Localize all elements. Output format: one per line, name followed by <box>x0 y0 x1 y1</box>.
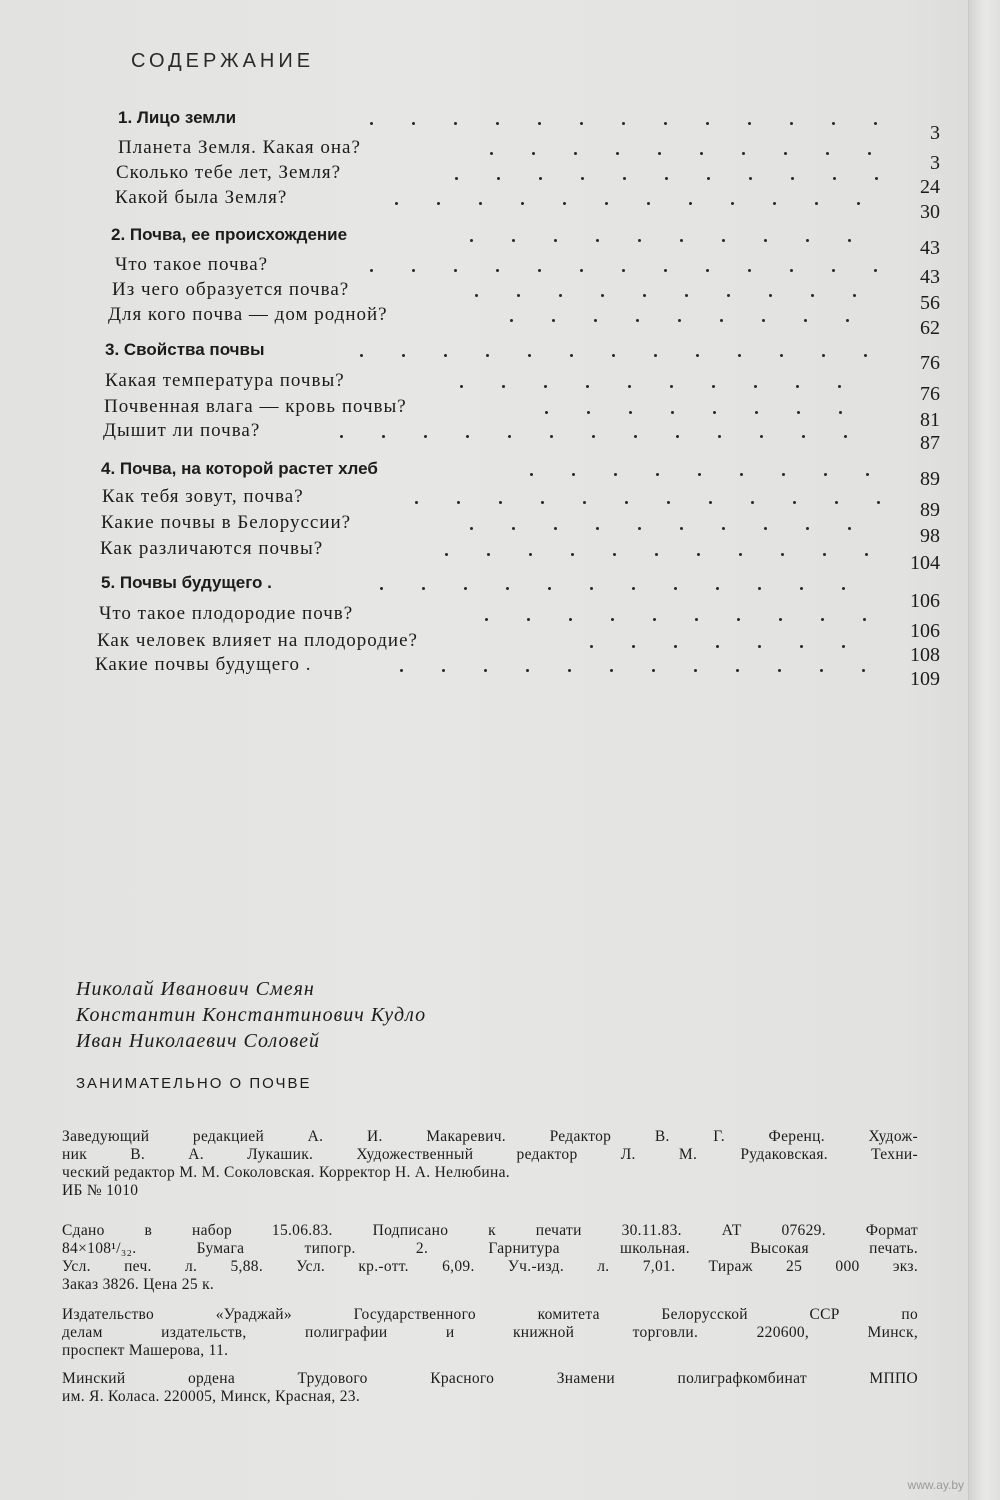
toc-section-title: Почвенная влага — кровь почвы? <box>104 396 407 417</box>
leader-dot <box>612 354 615 357</box>
watermark: www.ay.by <box>907 1478 964 1492</box>
book-title: ЗАНИМАТЕЛЬНО О ПОЧВЕ <box>76 1075 312 1092</box>
leader-dot <box>581 177 584 180</box>
leader-dot <box>622 122 625 125</box>
leader-dot <box>521 202 524 205</box>
toc-chapter-title: 2. Почва, ее происхождение <box>111 225 348 244</box>
leader-dot <box>695 618 698 621</box>
leader-dot <box>490 152 493 155</box>
toc-section-title: Какой была Земля? <box>115 187 288 208</box>
leader-dot <box>778 669 781 672</box>
leader-dot <box>802 435 805 438</box>
leader-dot <box>412 269 415 272</box>
leader-dot <box>822 354 825 357</box>
leader-dot <box>781 553 784 556</box>
leader-dot <box>400 669 403 672</box>
leader-dot <box>460 385 463 388</box>
leader-dot <box>667 501 670 504</box>
leader-dot <box>502 385 505 388</box>
toc-section-title: Для кого почва — дом родной? <box>108 304 388 325</box>
leader-dot <box>874 122 877 125</box>
leader-dot <box>790 122 793 125</box>
leader-dot <box>749 177 752 180</box>
leader-dot <box>611 618 614 621</box>
leader-dot <box>823 553 826 556</box>
leader-dot <box>824 473 827 476</box>
imprint-line: делам издательств, полиграфии и книжной торговли. 220600, Минск, <box>62 1324 918 1341</box>
leader-dot <box>554 239 557 242</box>
leader-dot <box>508 435 511 438</box>
toc-page-number: 62 <box>920 317 940 339</box>
leader-dot <box>496 269 499 272</box>
leader-dot <box>512 527 515 530</box>
author-name: Константин Константинович Кудло <box>76 1004 427 1026</box>
imprint-line: Сдано в набор 15.06.83. Подписано к печати 30.11.83. АТ 07629. Формат <box>62 1222 918 1239</box>
leader-dot <box>874 269 877 272</box>
leader-dot <box>833 177 836 180</box>
leader-dot <box>680 239 683 242</box>
leader-dot <box>382 435 385 438</box>
imprint-ib-number: ИБ № 1010 <box>62 1182 139 1199</box>
leader-dot <box>780 354 783 357</box>
leader-dot <box>709 501 712 504</box>
leader-dot <box>340 435 343 438</box>
leader-dot <box>623 177 626 180</box>
leader-dot <box>791 177 794 180</box>
toc-page-number: 104 <box>910 552 940 574</box>
leader-dot <box>370 269 373 272</box>
leader-dot <box>395 202 398 205</box>
toc-chapter-title: 3. Свойства почвы <box>105 340 265 359</box>
leader-dot <box>696 354 699 357</box>
leader-dot <box>664 122 667 125</box>
leader-dot <box>380 587 383 590</box>
leader-dot <box>716 645 719 648</box>
leader-dot <box>422 587 425 590</box>
leader-dot <box>754 385 757 388</box>
toc-page-number: 89 <box>920 499 940 521</box>
leader-dot <box>484 669 487 672</box>
leader-dot <box>622 269 625 272</box>
toc-section-title: Сколько тебе лет, Земля? <box>116 162 342 183</box>
leader-dot <box>658 152 661 155</box>
leader-dot <box>694 669 697 672</box>
leader-dot <box>832 122 835 125</box>
toc-page-number: 76 <box>920 352 940 374</box>
imprint-print-details <box>62 1222 918 1294</box>
leader-dot <box>360 354 363 357</box>
imprint-staff <box>62 1128 918 1200</box>
leader-dot <box>815 202 818 205</box>
leader-dot <box>496 122 499 125</box>
leader-dot <box>616 152 619 155</box>
toc-page-number: 108 <box>910 644 940 666</box>
toc-page-number: 3 <box>930 152 940 174</box>
leader-dot <box>678 319 681 322</box>
leader-dot <box>654 354 657 357</box>
leader-dot <box>470 527 473 530</box>
leader-dot <box>632 587 635 590</box>
leader-dot <box>529 553 532 556</box>
leader-dot <box>544 385 547 388</box>
leader-dot <box>698 473 701 476</box>
leader-dot <box>739 553 742 556</box>
leader-dot <box>605 202 608 205</box>
toc-page-number: 81 <box>920 409 940 431</box>
toc-section-title: Что такое почва? <box>115 254 269 275</box>
toc-page-number: 3 <box>930 122 940 144</box>
authors-block <box>76 976 426 1054</box>
leader-dot <box>466 435 469 438</box>
leader-dot <box>800 645 803 648</box>
leader-dot <box>842 645 845 648</box>
leader-dot <box>442 669 445 672</box>
leader-dot <box>796 385 799 388</box>
leader-dot <box>559 294 562 297</box>
leader-dot <box>655 553 658 556</box>
imprint-line: ник В. А. Лукашик. Художественный редактор Л. М. Рудаковская. Техни- <box>62 1146 918 1163</box>
leader-dot <box>848 527 851 530</box>
leader-dot <box>779 618 782 621</box>
leader-dot <box>548 587 551 590</box>
leader-dot <box>656 473 659 476</box>
leader-dot <box>424 435 427 438</box>
leader-dot <box>838 385 841 388</box>
leader-dot <box>629 411 632 414</box>
leader-dot <box>570 354 573 357</box>
leader-dot <box>437 202 440 205</box>
imprint-line: Издательство «Ураджай» Государственного комитета Белорусской ССР по <box>62 1306 918 1323</box>
leader-dot <box>751 501 754 504</box>
leader-dot <box>718 435 721 438</box>
leader-dot <box>727 294 730 297</box>
toc-page-number: 56 <box>920 292 940 314</box>
leader-dot <box>510 319 513 322</box>
leader-dot <box>782 473 785 476</box>
leader-dot <box>587 411 590 414</box>
toc-section-title: Из чего образуется почва? <box>112 279 350 300</box>
leader-dot <box>487 553 490 556</box>
leader-dot <box>758 587 761 590</box>
author-name: Николай Иванович Смеян <box>76 978 315 1000</box>
imprint-line: Усл. печ. л. 5,88. Усл. кр.-отт. 6,09. Уч.-изд. л. 7,01. Тираж 25 000 экз. <box>62 1258 918 1275</box>
leader-dot <box>412 122 415 125</box>
leader-dot <box>594 319 597 322</box>
toc-section-title: Какая температура почвы? <box>105 370 345 391</box>
leader-dot <box>712 385 715 388</box>
leader-dot <box>758 645 761 648</box>
leader-dot <box>455 177 458 180</box>
leader-dot <box>552 319 555 322</box>
leader-dot <box>580 122 583 125</box>
toc-section-title: Какие почвы будущего . <box>95 654 312 675</box>
leader-dot <box>527 618 530 621</box>
leader-dot <box>866 473 869 476</box>
imprint-line: Заказ 3826. Цена 25 к. <box>62 1276 215 1293</box>
leader-dot <box>614 473 617 476</box>
leader-dot <box>445 553 448 556</box>
leader-dot <box>636 319 639 322</box>
leader-dot <box>842 587 845 590</box>
leader-dot <box>486 354 489 357</box>
leader-dot <box>444 354 447 357</box>
leader-dot <box>820 669 823 672</box>
leader-dot <box>864 354 867 357</box>
leader-dot <box>647 202 650 205</box>
leader-dot <box>526 669 529 672</box>
leader-dot <box>875 177 878 180</box>
leader-dot <box>680 527 683 530</box>
leader-dot <box>613 553 616 556</box>
leader-dot <box>632 645 635 648</box>
leader-dot <box>574 152 577 155</box>
leader-dot <box>638 527 641 530</box>
imprint-publisher <box>62 1306 918 1360</box>
leader-dot <box>634 435 637 438</box>
leader-dot <box>590 645 593 648</box>
toc-chapter-title: 5. Почвы будущего . <box>101 573 272 592</box>
toc-section-title: Как человек влияет на плодородие? <box>97 630 418 651</box>
leader-dot <box>689 202 692 205</box>
table-of-contents <box>0 0 1000 720</box>
leader-dot <box>596 527 599 530</box>
leader-dot <box>742 152 745 155</box>
leader-dot <box>568 669 571 672</box>
leader-dot <box>720 319 723 322</box>
leader-dot <box>571 553 574 556</box>
leader-dot <box>370 122 373 125</box>
leader-dot <box>737 618 740 621</box>
leader-dot <box>863 618 866 621</box>
toc-page-number: 106 <box>910 620 940 642</box>
toc-heading: СОДЕРЖАНИЕ <box>131 50 315 72</box>
toc-chapter-title: 1. Лицо земли <box>118 108 237 127</box>
leader-dot <box>550 435 553 438</box>
leader-dot <box>784 152 787 155</box>
leader-dot <box>806 527 809 530</box>
leader-dot <box>628 385 631 388</box>
leader-dot <box>563 202 566 205</box>
leader-dot <box>464 587 467 590</box>
leader-dot <box>530 473 533 476</box>
leader-dot <box>736 669 739 672</box>
leader-dot <box>653 618 656 621</box>
leader-dot <box>497 177 500 180</box>
leader-dot <box>797 411 800 414</box>
imprint-line: Минский ордена Трудового Красного Знамени полиграфкомбинат МППО <box>62 1370 918 1387</box>
toc-section-title: Какие почвы в Белоруссии? <box>101 512 352 533</box>
toc-chapter-title: 4. Почва, на которой растет хлеб <box>101 459 378 478</box>
leader-dot <box>697 553 700 556</box>
toc-page-number: 76 <box>920 383 940 405</box>
leader-dot <box>545 411 548 414</box>
leader-dot <box>652 669 655 672</box>
leader-dot <box>479 202 482 205</box>
leader-dot <box>760 435 763 438</box>
toc-page-number: 43 <box>920 237 940 259</box>
leader-dot <box>707 177 710 180</box>
leader-dot <box>835 501 838 504</box>
leader-dot <box>811 294 814 297</box>
leader-dot <box>755 411 758 414</box>
leader-dot <box>512 239 515 242</box>
leader-dot <box>676 435 679 438</box>
leader-dot <box>538 269 541 272</box>
leader-dot <box>625 501 628 504</box>
leader-dot <box>857 202 860 205</box>
leader-dot <box>517 294 520 297</box>
toc-page-number: 89 <box>920 468 940 490</box>
leader-dot <box>839 411 842 414</box>
leader-dot <box>790 269 793 272</box>
leader-dot <box>853 294 856 297</box>
leader-dot <box>700 152 703 155</box>
leader-dot <box>485 618 488 621</box>
leader-dot <box>554 527 557 530</box>
leader-dot <box>590 587 593 590</box>
toc-section-title: Как тебя зовут, почва? <box>102 486 304 507</box>
leader-dot <box>470 239 473 242</box>
leader-dot <box>706 122 709 125</box>
leader-dot <box>643 294 646 297</box>
leader-dot <box>868 152 871 155</box>
leader-dot <box>538 122 541 125</box>
leader-dot <box>762 319 765 322</box>
leader-dot <box>592 435 595 438</box>
leader-dot <box>528 354 531 357</box>
leader-dot <box>716 587 719 590</box>
leader-dot <box>506 587 509 590</box>
toc-section-title: Что такое плодородие почв? <box>99 603 354 624</box>
toc-page-number: 24 <box>920 176 940 198</box>
leader-dot <box>674 645 677 648</box>
leader-dot <box>572 473 575 476</box>
leader-dot <box>844 435 847 438</box>
leader-dot <box>748 122 751 125</box>
leader-dot <box>454 122 457 125</box>
toc-section-title: Планета Земля. Какая она? <box>118 137 361 158</box>
imprint-line: Заведующий редакцией А. И. Макаревич. Редактор В. Г. Ференц. Худож- <box>62 1128 918 1145</box>
leader-dot <box>722 239 725 242</box>
leader-dot <box>415 501 418 504</box>
leader-dot <box>738 354 741 357</box>
leader-dot <box>804 319 807 322</box>
leader-dot <box>769 294 772 297</box>
leader-dot <box>865 553 868 556</box>
leader-dot <box>610 669 613 672</box>
imprint-line: ческий редактор М. М. Соколовская. Корректор Н. А. Нелюбина. <box>62 1164 510 1181</box>
leader-dot <box>748 269 751 272</box>
leader-dot <box>740 473 743 476</box>
imprint-line: им. Я. Коласа. 220005, Минск, Красная, 23. <box>62 1388 361 1405</box>
leader-dot <box>793 501 796 504</box>
leader-dot <box>670 385 673 388</box>
leader-dot <box>764 239 767 242</box>
leader-dot <box>583 501 586 504</box>
leader-dot <box>722 527 725 530</box>
leader-dot <box>539 177 542 180</box>
leader-dot <box>665 177 668 180</box>
leader-dot <box>800 587 803 590</box>
toc-page-number: 98 <box>920 525 940 547</box>
leader-dot <box>402 354 405 357</box>
imprint-line: проспект Машерова, 11. <box>62 1342 229 1359</box>
author-name: Иван Николаевич Соловей <box>76 1030 321 1052</box>
leader-dot <box>846 319 849 322</box>
leader-dot <box>454 269 457 272</box>
imprint-printer <box>62 1370 918 1406</box>
toc-page-number: 43 <box>920 266 940 288</box>
leader-dot <box>674 587 677 590</box>
toc-page-number: 30 <box>920 201 940 223</box>
toc-section-title: Как различаются почвы? <box>100 538 324 559</box>
leader-dot <box>821 618 824 621</box>
leader-dot <box>475 294 478 297</box>
leader-dot <box>706 269 709 272</box>
leader-dot <box>541 501 544 504</box>
leader-dot <box>806 239 809 242</box>
leader-dot <box>457 501 460 504</box>
leader-dot <box>862 669 865 672</box>
leader-dot <box>499 501 502 504</box>
leader-dot <box>731 202 734 205</box>
leader-dot <box>685 294 688 297</box>
toc-page-number: 87 <box>920 432 940 454</box>
leader-dot <box>601 294 604 297</box>
leader-dot <box>832 269 835 272</box>
leader-dot <box>848 239 851 242</box>
toc-page-number: 106 <box>910 590 940 612</box>
leader-dot <box>671 411 674 414</box>
leader-dot <box>580 269 583 272</box>
leader-dot <box>773 202 776 205</box>
leader-dot <box>638 239 641 242</box>
toc-page-number: 109 <box>910 668 940 690</box>
leader-dot <box>664 269 667 272</box>
leader-dot <box>713 411 716 414</box>
leader-dot <box>764 527 767 530</box>
toc-section-title: Дышит ли почва? <box>103 420 261 441</box>
imprint-line: 84×108¹/₃₂. Бумага типогр. 2. Гарнитура школьная. Высокая печать. <box>62 1240 918 1257</box>
leader-dot <box>569 618 572 621</box>
leader-dot <box>532 152 535 155</box>
leader-dot <box>586 385 589 388</box>
leader-dot <box>826 152 829 155</box>
leader-dot <box>596 239 599 242</box>
